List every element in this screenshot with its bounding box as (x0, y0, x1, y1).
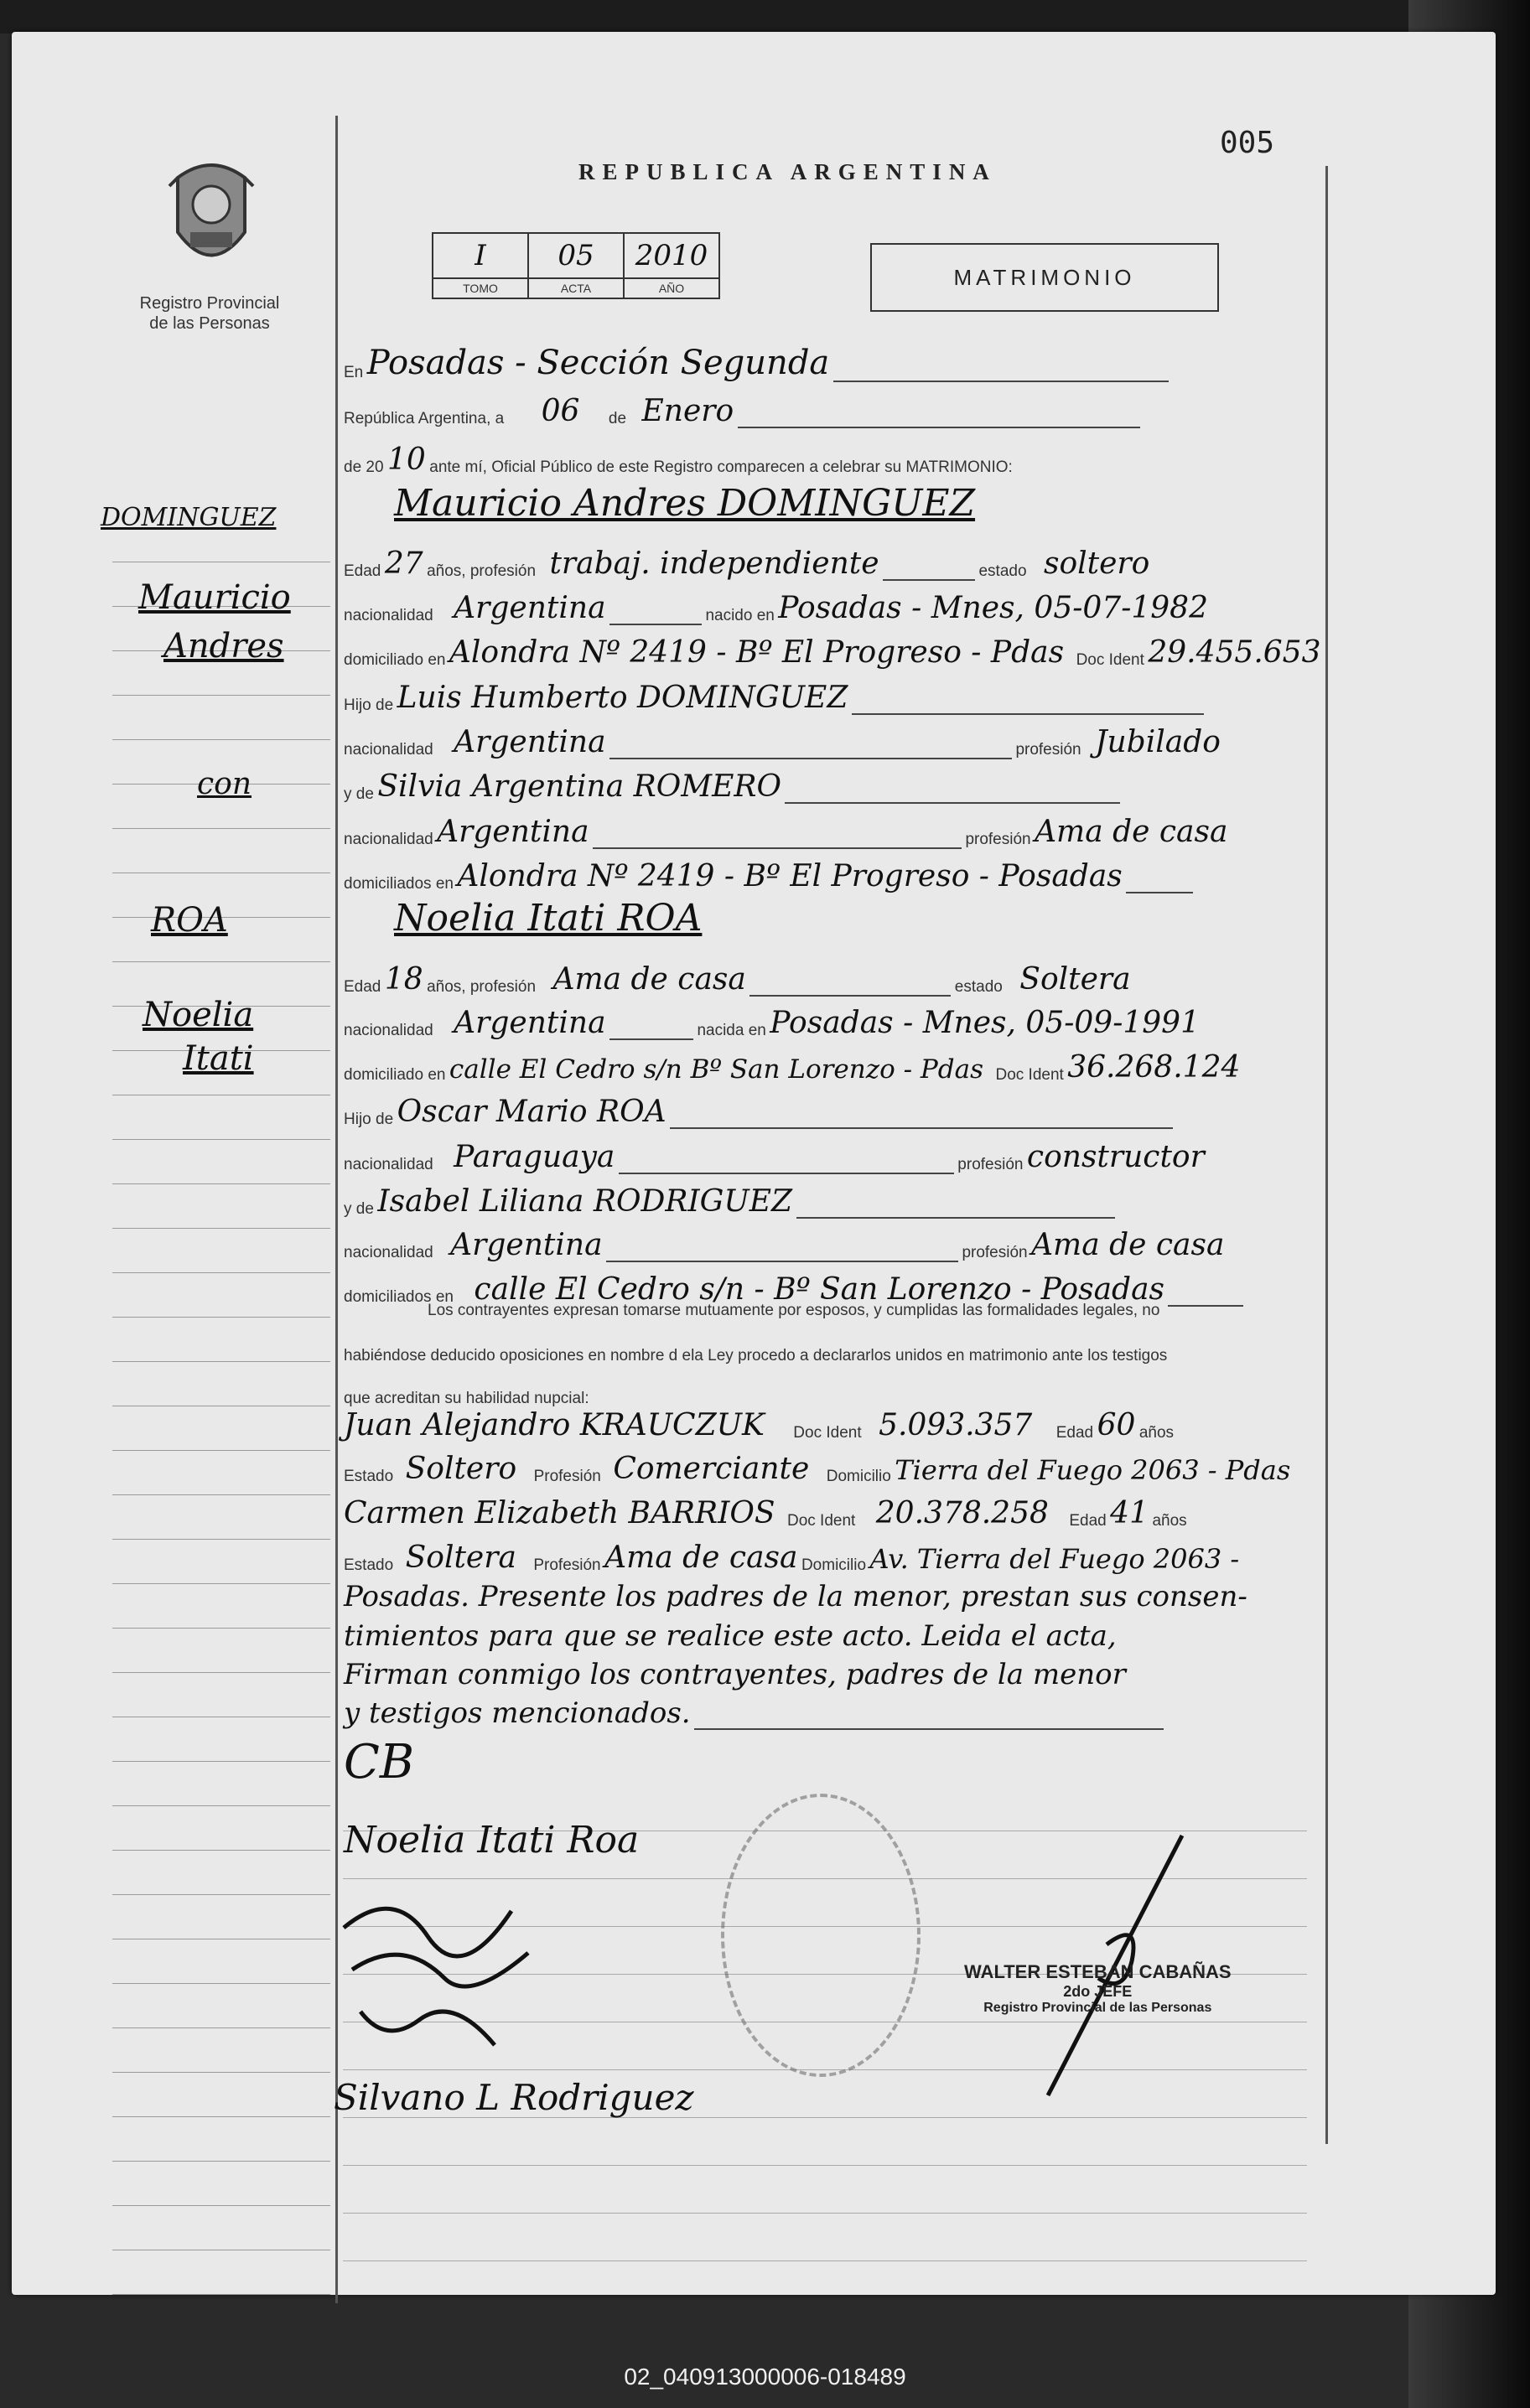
doc-label: Doc Ident (793, 1424, 862, 1442)
bride-name-row (394, 897, 703, 940)
official-stamp (721, 1794, 921, 2077)
fill-line (694, 1698, 1164, 1730)
official-charge: 2do JEFE (1063, 1983, 1133, 2000)
date-row (344, 394, 1140, 432)
groom-father-nationality: Argentina (454, 725, 606, 759)
fill-line (852, 683, 1204, 715)
bride-birth: Posadas - Mnes, 05-09-1991 (770, 1006, 1200, 1040)
witness1-row (344, 1408, 1174, 1447)
fill-line (749, 965, 951, 997)
notes-line3-row (344, 1658, 1126, 1696)
margin-groom-given1: Mauricio (138, 578, 291, 617)
groom-age-row (344, 546, 1149, 585)
bride-parents-address: calle El Cedro s/n - Bº San Lorenzo - Posadas (474, 1272, 1165, 1307)
edad-label: Edad (1055, 1424, 1094, 1442)
estado-label: estado (978, 562, 1027, 580)
declaration-line3: que acreditan su habilidad nupcial: (344, 1390, 589, 1407)
bride-father-row (344, 1095, 1173, 1133)
hijo-label: Hijo de (344, 697, 394, 714)
notes-line4-row (344, 1696, 1164, 1735)
nacida-label: nacida en (697, 1022, 766, 1039)
witness1-address: Tierra del Fuego 2063 - Pdas (895, 1454, 1291, 1486)
acta-label: ACTA (528, 278, 624, 298)
groom-mother-profession: Ama de casa (1035, 815, 1228, 849)
groom-mother-nat-row (344, 815, 1227, 853)
fill-line (593, 817, 962, 849)
groom-mother-nationality: Argentina (437, 815, 589, 849)
anos-profesion-label: años, profesión (427, 978, 537, 996)
bride-mother-row (344, 1184, 1115, 1223)
signature-bride: Noelia Itati Roa (344, 1819, 640, 1862)
nacido-label: nacido en (705, 607, 775, 624)
official-office: Registro Provincial de las Personas (983, 2001, 1212, 2015)
nacionalidad-label: nacionalidad (344, 741, 433, 759)
edad-label: Edad (1069, 1512, 1107, 1530)
margin-bride-given2: Itati (183, 1039, 254, 1078)
domicilio-label: Domicilio (801, 1556, 867, 1574)
hijo-label: Hijo de (344, 1111, 394, 1128)
profesion-label: Profesión (533, 1468, 601, 1485)
nacionalidad-label: nacionalidad (344, 1244, 433, 1261)
witness1-doc: 5.093.357 (879, 1408, 1033, 1442)
witness2-row (344, 1496, 1187, 1535)
declaration-line1: Los contrayentes expresan tomarse mutuamente por esposos, y cumplidas las formalidades legales, no (428, 1302, 1160, 1319)
domiciliados-label: domiciliados en (344, 1288, 454, 1306)
fill-line (738, 396, 1140, 428)
anos-label: años (1138, 1424, 1175, 1442)
profesion-label: Profesión (533, 1556, 601, 1574)
scan-footer-code: 02_040913000006-018489 (624, 2364, 906, 2390)
notes-line3: Firman conmigo los contrayentes, padres de la menor (344, 1658, 1126, 1691)
coat-of-arms-icon (161, 153, 262, 278)
fill-line (670, 1097, 1173, 1129)
signature-scribbles (327, 1877, 545, 2079)
groom-father-row (344, 681, 1204, 719)
declaration-line2: habiéndose deducido oposiciones en nombre d ela Ley procedo a declararlos unidos en matrimonio ante los testigos (344, 1347, 1168, 1365)
bride-father-profession: constructor (1026, 1140, 1205, 1174)
bride-mother-nationality: Argentina (450, 1228, 603, 1262)
witness1-status: Soltero (405, 1452, 517, 1486)
margin-groom-given2: Andres (163, 627, 284, 665)
yde-label: y de (344, 785, 374, 803)
profesion-label: profesión (1015, 741, 1081, 759)
bride-mother: Isabel Liliana RODRIGUEZ (377, 1184, 793, 1219)
en-label: En (344, 364, 364, 381)
domicilio-label: domiciliado en (344, 1066, 446, 1084)
fill-line (883, 549, 975, 581)
groom-name-row (394, 482, 976, 525)
profesion-label: profesión (957, 1156, 1024, 1173)
bride-father-nat-row (344, 1140, 1205, 1178)
domiciliados-label: domiciliados en (344, 875, 454, 893)
doc-label: Doc Ident (995, 1066, 1064, 1084)
act-type-box: MATRIMONIO (870, 243, 1219, 312)
registry-caption-line1: Registro Provincial (139, 294, 280, 313)
day-value: 06 (541, 394, 580, 428)
fill-line (833, 350, 1169, 382)
nacionalidad-label: nacionalidad (344, 831, 433, 848)
anos-label: años (1152, 1512, 1187, 1530)
fill-line (619, 1142, 954, 1174)
witness1-details-row (344, 1452, 1290, 1490)
fill-line (609, 593, 702, 625)
witness2-age: 41 (1110, 1496, 1149, 1530)
groom-nationality-row (344, 591, 1208, 629)
fill-line (796, 1187, 1115, 1219)
bride-age-row (344, 962, 1131, 1001)
groom-father: Luis Humberto DOMINGUEZ (397, 681, 848, 715)
official-block (964, 1961, 1232, 2016)
place-row (344, 344, 1169, 382)
bride-father-nationality: Paraguaya (454, 1140, 615, 1174)
year-row (344, 443, 1013, 481)
notes-line2: timientos para que se realice este acto. Leida el acta, (344, 1619, 1117, 1653)
anio-label: AÑO (624, 278, 719, 298)
folio-number: 005 (1220, 126, 1275, 160)
bride-nationality-row (344, 1006, 1200, 1044)
witness2-doc: 20.378.258 (875, 1496, 1049, 1530)
margin-con: con (197, 767, 252, 801)
bride-mother-profession: Ama de casa (1031, 1228, 1225, 1262)
doc-label: Doc Ident (786, 1512, 856, 1530)
groom-profession: trabaj. independiente (549, 546, 879, 581)
doc-label: Doc Ident (1076, 651, 1144, 669)
bride-profession: Ama de casa (552, 962, 746, 997)
bride-father: Oscar Mario ROA (397, 1095, 666, 1129)
groom-mother: Silvia Argentina ROMERO (377, 769, 782, 804)
estado-label: Estado (344, 1468, 394, 1485)
groom-age: 27 (384, 546, 423, 581)
profesion-label: profesión (962, 1244, 1028, 1261)
month-value: Enero (641, 394, 734, 428)
yde-label: y de (344, 1200, 374, 1218)
witness2-profession: Ama de casa (604, 1541, 798, 1575)
fill-line (1168, 1275, 1243, 1307)
notes-line1: Posadas. Presente los padres de la menor, prestan sus consen- (344, 1580, 1247, 1613)
official-name: WALTER ESTEBAN CABAÑAS (964, 1961, 1232, 1982)
bride-age: 18 (384, 962, 423, 997)
groom-civil-status: soltero (1043, 546, 1150, 581)
witness2-address: Av. Tierra del Fuego 2063 - (869, 1543, 1240, 1575)
bride-doc: 36.268.124 (1067, 1050, 1241, 1085)
signature-initials: CB (344, 1735, 414, 1789)
witness2-status: Soltera (405, 1541, 516, 1575)
groom-address-row (344, 635, 1320, 674)
witness2-name: Carmen Elizabeth BARRIOS (344, 1496, 775, 1530)
groom-father-profession: Jubilado (1095, 725, 1221, 759)
margin-groom-surname: DOMINGUEZ (101, 503, 277, 532)
registry-caption (109, 293, 310, 334)
tomo-label: TOMO (433, 278, 528, 298)
fill-line (609, 1008, 693, 1040)
fill-line (606, 1230, 958, 1262)
margin-bride-surname: ROA (151, 901, 228, 940)
groom-father-nat-row (344, 725, 1221, 764)
bride-address: calle El Cedro s/n Bº San Lorenzo - Pdas (449, 1054, 984, 1085)
place-value: Posadas - Sección Segunda (366, 344, 830, 382)
fill-line (1126, 862, 1193, 893)
nacionalidad-label: nacionalidad (344, 1022, 433, 1039)
tomo-acta-anio-box (432, 232, 720, 299)
bride-nationality: Argentina (454, 1006, 606, 1040)
groom-doc: 29.455.653 (1148, 635, 1321, 670)
anos-profesion-label: años, profesión (427, 562, 537, 580)
groom-address: Alondra Nº 2419 - Bº El Progreso - Pdas (449, 635, 1065, 670)
registry-caption-line2: de las Personas (149, 314, 270, 333)
right-rule (1325, 166, 1328, 2144)
estado-label: estado (954, 978, 1003, 996)
groom-birth: Posadas - Mnes, 05-07-1982 (778, 591, 1208, 625)
domicilio-label: domiciliado en (344, 651, 446, 669)
edad-label: Edad (344, 562, 381, 580)
tomo-value: I (433, 233, 528, 278)
nacionalidad-label: nacionalidad (344, 1156, 433, 1173)
signature-parent: Silvano L Rodriguez (334, 2077, 694, 2118)
nacionalidad-label: nacionalidad (344, 607, 433, 624)
notes-line4: y testigos mencionados. (344, 1696, 691, 1730)
groom-parents-address: Alondra Nº 2419 - Bº El Progreso - Posadas (457, 859, 1123, 893)
bride-address-row (344, 1050, 1240, 1089)
groom-mother-row (344, 769, 1120, 808)
fill-line (785, 772, 1120, 804)
scan-top-edge (0, 0, 1530, 34)
edad-label: Edad (344, 978, 381, 996)
groom-full-name: Mauricio Andres DOMINGUEZ (394, 482, 976, 525)
witness2-details-row (344, 1541, 1239, 1579)
country-title: REPUBLICA ARGENTINA (578, 159, 997, 184)
margin-bride-given1: Noelia (143, 996, 254, 1034)
notes-line1-row (344, 1580, 1247, 1618)
fill-line (609, 728, 1012, 759)
year-suffix: 10 (387, 443, 426, 477)
anio-value: 2010 (624, 233, 719, 278)
witness1-name: Juan Alejandro KRAUCZUK (344, 1408, 765, 1442)
domicilio-label: Domicilio (826, 1468, 891, 1485)
bride-civil-status: Soltera (1019, 962, 1131, 997)
intro-statement: ante mí, Oficial Público de este Registro comparecen a celebrar su MATRIMONIO: (429, 458, 1013, 476)
bride-full-name: Noelia Itati ROA (394, 897, 703, 940)
bride-mother-nat-row (344, 1228, 1224, 1266)
witness1-profession: Comerciante (613, 1452, 810, 1486)
notes-line2-row (344, 1619, 1117, 1658)
year-prefix: de 20 (344, 458, 384, 476)
acta-value: 05 (528, 233, 624, 278)
witness1-age: 60 (1097, 1408, 1136, 1442)
republica-label: República Argentina, a (344, 410, 505, 427)
groom-nationality: Argentina (454, 591, 606, 625)
profesion-label: profesión (965, 831, 1031, 848)
groom-parents-address-row (344, 859, 1193, 898)
de-label: de (608, 410, 627, 427)
estado-label: Estado (344, 1556, 394, 1574)
